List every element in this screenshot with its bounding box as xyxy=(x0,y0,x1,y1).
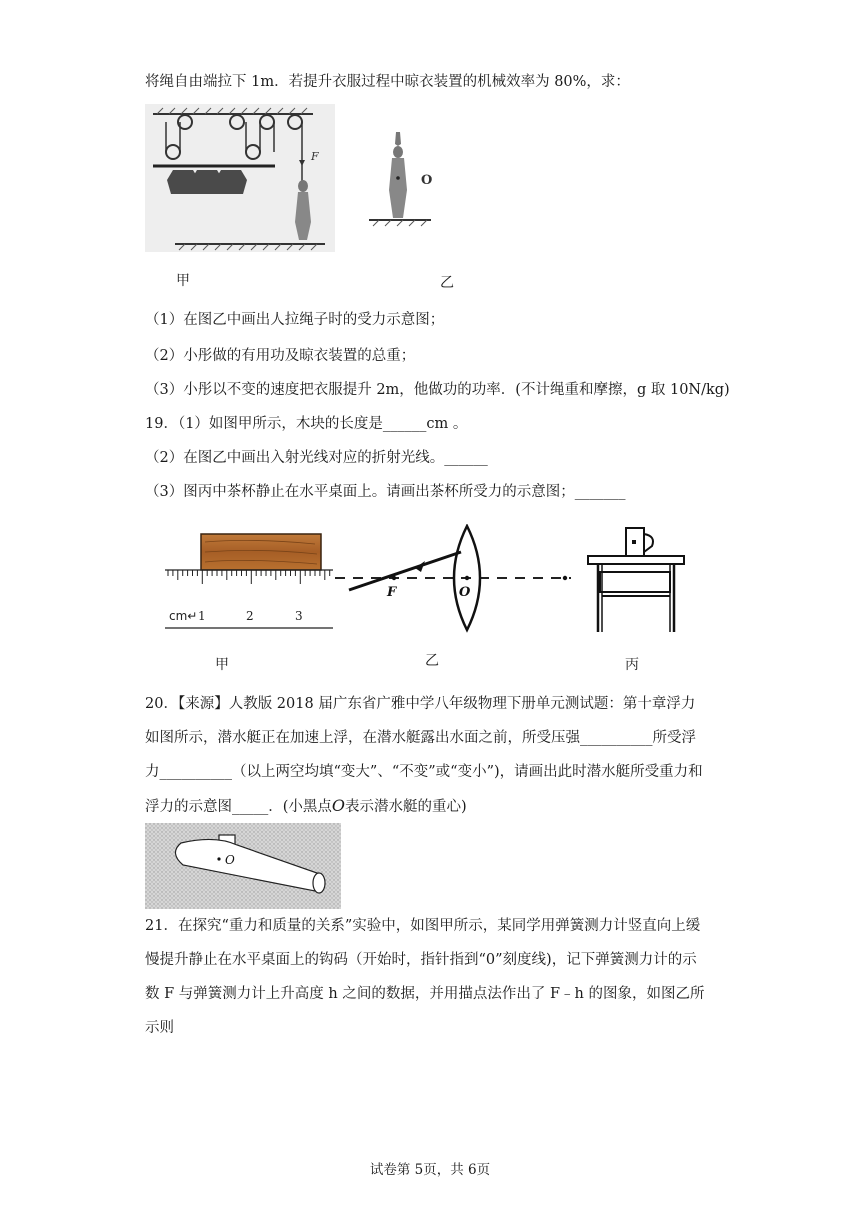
text-line: （3）图丙中茶杯静止在水平桌面上。请画出茶杯所受力的示意图；_______ xyxy=(145,484,626,500)
text-line: 19．（1）如图甲所示，木块的长度是______cm 。 xyxy=(145,416,468,432)
figure-caption: 甲 xyxy=(215,657,229,673)
figure-person xyxy=(365,130,445,230)
figure-caption: 乙 xyxy=(425,653,439,669)
text-segment: 浮力的示意图_____．(小黑点 xyxy=(145,799,332,815)
ruler-tick-label: 3 xyxy=(295,609,303,623)
text-line xyxy=(145,796,467,817)
text-line: （2）小彤做的有用功及晾衣装置的总重； xyxy=(145,348,416,364)
centroid-label: O xyxy=(225,853,235,867)
text-line: 慢提升静止在水平桌面上的钩码（开始时，指针指到“0”刻度线)，记下弹簧测力计的示 xyxy=(145,952,697,968)
centroid-symbol: O xyxy=(331,796,346,815)
focus-label: F xyxy=(387,585,397,600)
figure-caption: 丙 xyxy=(625,657,639,673)
figure-cup-on-table xyxy=(584,524,694,636)
text-line: （3）小彤以不变的速度把衣服提升 2m，他做功的功率．(不计绳重和摩擦，g 取 10N/kg) xyxy=(145,382,730,398)
text-segment: 表示潜水艇的重心) xyxy=(345,799,467,815)
centroid-label: O xyxy=(421,173,433,188)
text-line: 21．在探究“重力和质量的关系”实验中，如图甲所示，某同学用弹簧测力计竖直向上缓 xyxy=(145,918,701,934)
text-line: 数 F 与弹簧测力计上升高度 h 之间的数据，并用描点法作出了 F﹣h 的图象，如图乙所 xyxy=(145,986,705,1002)
page-footer: 试卷第 5页，共 6页 xyxy=(369,1162,491,1178)
text-line: 20．【来源】人教版 2018 届广东省广雅中学八年级物理下册单元测试题：第十章浮力 xyxy=(145,696,696,712)
ruler-unit: cm↵ xyxy=(169,609,198,623)
figure-convex-lens xyxy=(335,524,575,634)
text-line: 示则 xyxy=(145,1020,174,1036)
optical-center-label: O xyxy=(459,585,471,600)
figure-caption: 乙 xyxy=(440,275,454,291)
figure-submarine xyxy=(145,823,341,909)
text-line: 将绳自由端拉下 1m．若提升衣服过程中晾衣装置的机械效率为 80%，求： xyxy=(145,74,630,90)
text-line: （2）在图乙中画出入射光线对应的折射光线。______ xyxy=(145,450,488,466)
figure-caption: 甲 xyxy=(176,273,190,289)
text-line: 如图所示，潜水艇正在加速上浮，在潜水艇露出水面之前，所受压强__________所受浮 xyxy=(145,730,696,746)
ruler-tick-label: 2 xyxy=(246,609,254,623)
text-line: 力__________（以上两空均填“变大”、“不变”或“变小”)，请画出此时潜水艇所受重力和 xyxy=(145,764,703,780)
text-line: （1）在图乙中画出人拉绳子时的受力示意图； xyxy=(145,312,445,328)
force-label: F xyxy=(311,150,319,163)
figure-clothes-hoist xyxy=(145,104,335,252)
ruler-tick-label: 1 xyxy=(198,609,206,623)
figure-ruler-block xyxy=(165,528,340,634)
